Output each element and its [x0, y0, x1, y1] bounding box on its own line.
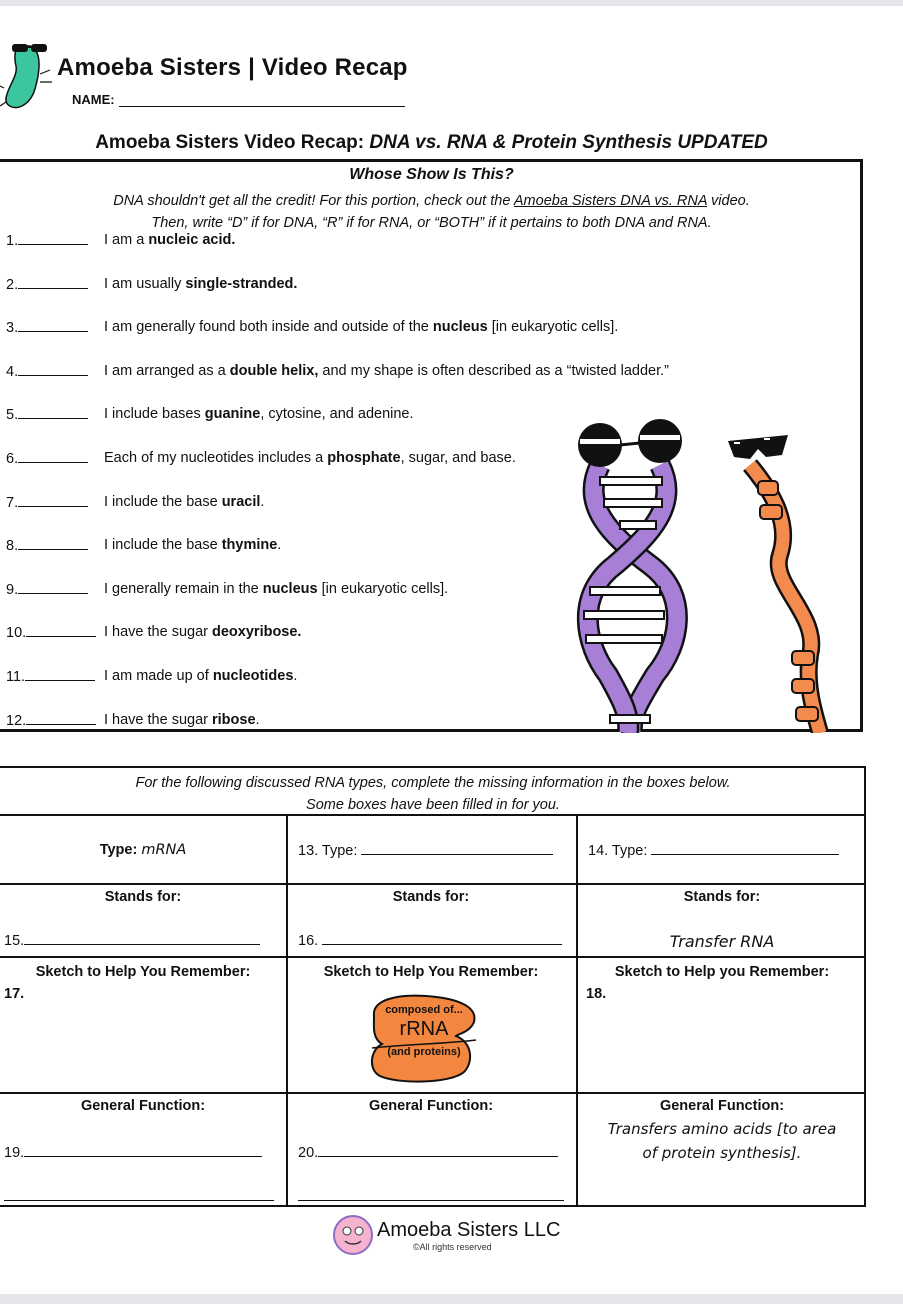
col3-type[interactable]: 14. Type: — [588, 842, 839, 859]
question-number: 1. — [6, 233, 19, 249]
question-number: 7. — [6, 494, 19, 511]
question-number: 12. — [6, 712, 27, 729]
amoeba-sisters-logo-icon — [333, 1215, 373, 1255]
question-number: 6. — [6, 451, 19, 467]
question-text: I include the base thymine. — [104, 537, 282, 554]
footer-rights: ©All rights reserved — [413, 1242, 492, 1252]
ribosome-proteins-label: (and proteins) — [387, 1046, 461, 1058]
answer-blank[interactable] — [18, 494, 88, 507]
question-text: I am made up of nucleotides. — [104, 668, 298, 684]
answer-blank[interactable] — [26, 624, 96, 637]
document-title: Amoeba Sisters Video Recap: DNA vs. RNA & Protein Synthesis UPDATED — [95, 132, 768, 153]
question-number: 2. — [6, 276, 19, 293]
question-row — [6, 668, 298, 688]
answer-blank[interactable] — [18, 232, 88, 245]
rna-types-table — [0, 814, 866, 1207]
section1-instructions: DNA shouldn't get all the credit! For this portion, check out the Amoeba Sisters DNA vs. RNA video. Then, write “D” if for DNA, “R” if for RNA, or “BOTH” if it pertains to both DNA and RNA. — [113, 193, 750, 231]
question-row — [6, 406, 414, 426]
question-number: 11. — [6, 669, 26, 685]
question-row — [6, 232, 236, 252]
col1-function-blank-2[interactable] — [4, 1188, 274, 1205]
name-blank[interactable] — [119, 94, 405, 107]
question-text: Each of my nucleotides includes a phosphate, sugar, and base. — [104, 450, 516, 466]
amoeba-logo-icon — [0, 36, 60, 116]
col1-stands-blank[interactable]: 15. — [4, 932, 260, 949]
question-row — [6, 319, 619, 339]
question-text: I have the sugar deoxyribose. — [104, 624, 302, 641]
question-number: 5. — [6, 407, 19, 424]
dna-rna-characters — [560, 415, 850, 733]
question-text: I am arranged as a double helix, and my shape is often described as a “twisted ladder.” — [104, 362, 669, 379]
answer-blank[interactable] — [25, 668, 95, 681]
question-text: I generally remain in the nucleus [in eukaryotic cells]. — [104, 580, 449, 597]
section1-heading: Whose Show Is This? — [349, 166, 514, 183]
question-text: I have the sugar ribose. — [104, 711, 260, 728]
video-link[interactable]: Amoeba Sisters DNA vs. RNA — [513, 193, 708, 209]
question-row — [6, 362, 669, 383]
answer-blank[interactable] — [18, 537, 88, 550]
question-row — [6, 624, 302, 644]
answer-blank[interactable] — [18, 406, 88, 419]
question-row — [6, 580, 449, 601]
answer-blank[interactable] — [18, 363, 88, 376]
footer-company: Amoeba Sisters LLC — [377, 1219, 561, 1241]
question-text: I include the base uracil. — [104, 493, 265, 510]
question-number: 9. — [6, 581, 19, 598]
col3-function-value-1: Transfers amino acids [to area — [607, 1120, 837, 1138]
question-text: I am usually single-stranded. — [104, 275, 298, 292]
col3-sketch-label: Sketch to Help you Remember: — [614, 964, 830, 980]
question-text: I am a nucleic acid. — [104, 232, 236, 248]
question-row — [6, 450, 516, 470]
col2-type[interactable]: 13. Type: — [298, 842, 553, 859]
rna-character — [728, 435, 820, 733]
col1-sketch-num: 17. — [4, 986, 25, 1002]
answer-blank[interactable] — [18, 581, 88, 594]
ribosome-rrna-label: rRNA — [399, 1018, 449, 1040]
question-row — [6, 711, 260, 732]
question-number: 10. — [6, 625, 27, 642]
col1-sketch-label: Sketch to Help You Remember: — [35, 964, 251, 980]
col1-stands-label: Stands for: — [104, 889, 182, 905]
col2-function-label: General Function: — [368, 1098, 494, 1114]
section2-instructions: For the following discussed RNA types, complete the missing information in the boxes below. Some boxes have been filled in for you. — [135, 775, 731, 813]
col2-stands-label: Stands for: — [392, 889, 470, 905]
name-field[interactable] — [72, 92, 405, 107]
answer-blank[interactable] — [18, 450, 88, 463]
answer-blank[interactable] — [26, 712, 96, 725]
question-number: 3. — [6, 320, 19, 337]
col2-function-blank-2[interactable] — [298, 1188, 564, 1205]
question-row — [6, 275, 298, 296]
col2-stands-blank[interactable]: 16. — [298, 932, 562, 949]
col2-function-blank[interactable]: 20. — [298, 1144, 558, 1161]
col3-stands-label: Stands for: — [683, 889, 761, 905]
col3-function-value-2: of protein synthesis]. — [642, 1144, 802, 1162]
col2-sketch-label: Sketch to Help You Remember: — [323, 964, 539, 980]
question-number: 4. — [6, 363, 19, 380]
col3-function-label: General Function: — [659, 1098, 785, 1114]
brand-title: Amoeba Sisters | Video Recap — [57, 54, 408, 81]
question-number: 8. — [6, 538, 19, 555]
ribosome-composed-label: composed of... — [385, 1004, 463, 1016]
question-row — [6, 493, 265, 514]
col3-stands-value: Transfer RNA — [669, 932, 775, 951]
dna-character — [578, 419, 682, 733]
col1-function-label: General Function: — [80, 1098, 206, 1114]
question-text: I include bases guanine, cytosine, and adenine. — [104, 406, 414, 423]
name-label: NAME: — [72, 92, 115, 107]
question-text: I am generally found both inside and outside of the nucleus [in eukaryotic cells]. — [104, 319, 619, 336]
col3-sketch-num: 18. — [586, 986, 607, 1002]
answer-blank[interactable] — [18, 276, 88, 289]
col1-type: Type: mRNA — [99, 842, 187, 858]
col1-function-blank[interactable]: 19. — [4, 1144, 262, 1161]
answer-blank[interactable] — [18, 319, 88, 332]
question-row — [6, 537, 282, 557]
